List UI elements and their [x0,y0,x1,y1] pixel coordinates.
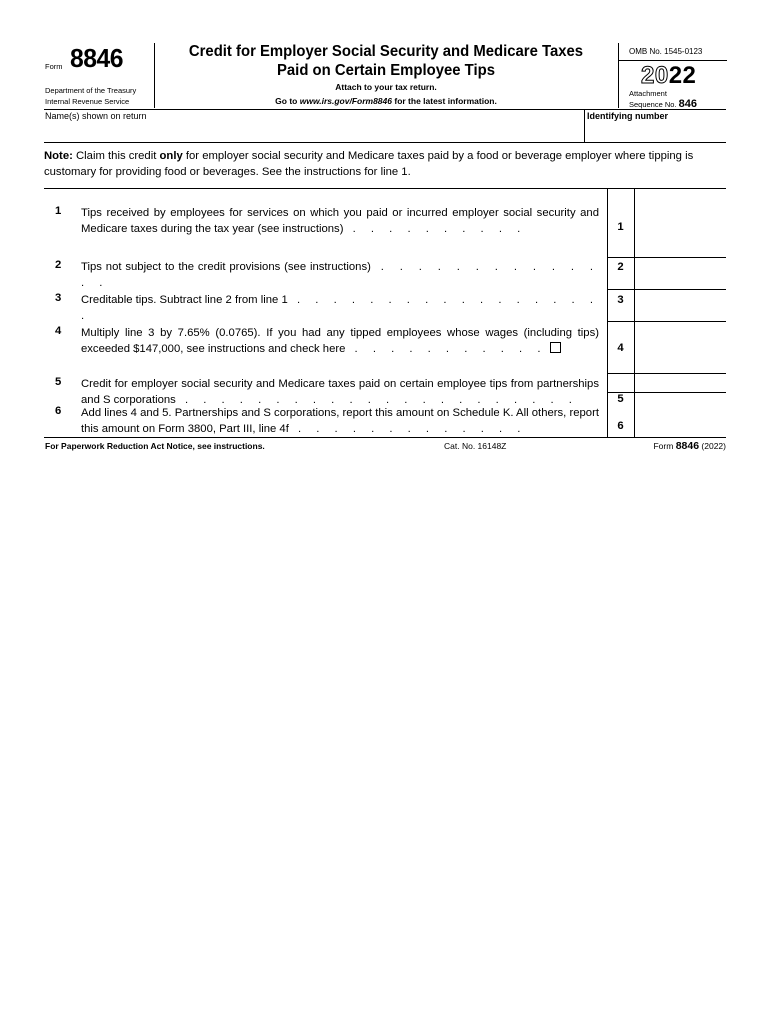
box-number: 5 [617,393,624,405]
name-label: Name(s) shown on return [45,111,147,121]
note-text-a: Claim this credit [72,150,160,162]
leader-dots: . . . . . . . . . . . . . . . . . . [81,294,599,322]
line-text [81,259,599,291]
line-number: 2 [55,259,62,271]
goto-suffix: for the latest information. [392,96,497,106]
department-label: Department of the Treasury [45,86,137,95]
line-text [81,376,599,408]
box-number: 2 [617,261,624,273]
line-3-amount-field[interactable] [634,289,726,321]
attachment-label: Attachment [629,89,667,98]
footer-year: (2022) [701,441,726,451]
sequence-label [629,98,697,110]
identifying-number-label: Identifying number [587,111,668,121]
note [44,143,726,189]
leader-dots: . . . . . . . . . . [343,223,527,235]
line-2 [44,257,726,289]
line-text-body: Creditable tips. Subtract line 2 from line 1 [81,294,288,306]
leader-dots: . . . . . . . . . . . . . [288,423,527,435]
line-2-amount-field[interactable] [634,257,726,289]
line-text-body: Multiply line 3 by 7.65% (0.0765). If you had any tipped employees whose wages (including tips) exceeded $147,000, see instructions and check here [81,327,599,355]
box-number: 4 [617,342,624,354]
footer-form-id [653,440,726,452]
line-1-amount-field[interactable] [634,189,726,257]
line-text-body: Credit for employer social security and Medicare taxes paid on certain employee tips from partnerships and S corporations [81,378,599,406]
note-text-b: for employer social security and Medicare taxes paid by a food or beverage employer where tipping is customary for providing food or beverages. See the instructions for line 1. [44,150,694,178]
footer-form-number: 8846 [675,440,700,452]
identifying-number-field[interactable] [584,110,727,142]
form-title-block [154,43,618,108]
line-text-body: Add lines 4 and 5. Partnerships and S corporations, report this amount on Schedule K. All others, report this amount on Form 3800, Part III, line 4f [81,407,599,435]
form-8846 [44,43,726,452]
line-text-body: Tips received by employees for services on which you paid or incurred employer social security and Medicare taxes during the tax year (see instructions) [81,207,599,235]
form-lines [44,189,726,438]
line-6-amount-field[interactable] [634,393,726,437]
line-number: 6 [55,405,62,417]
irs-url-link[interactable]: www.irs.gov/Form8846 [299,96,392,106]
omb-block [618,43,727,108]
line-4-amount-field[interactable] [634,321,726,373]
note-prefix: Note: [44,150,73,162]
line-text-body: Tips not subject to the credit provisions (see instructions) [81,261,371,273]
form-number: 8846 [70,43,124,73]
goto-instruction [154,96,618,106]
attach-instruction: Attach to your tax return. [335,82,437,92]
line-text [81,205,599,237]
form-title-line1: Credit for Employer Social Security and Medicare Taxes [188,43,584,60]
form-header [44,43,726,110]
leader-dots: . . . . . . . . . . . [345,343,547,355]
sequence-text: Sequence No. [629,100,677,109]
irs-label: Internal Revenue Service [45,97,130,106]
footer-form-word: Form [653,441,674,451]
tax-year-outline: 20 [641,62,669,89]
omb-divider [619,60,727,61]
line-4-checkbox[interactable] [550,342,561,353]
paperwork-notice: For Paperwork Reduction Act Notice, see instructions. [45,441,265,451]
line-number: 5 [55,376,62,388]
omb-number: OMB No. 1545-0123 [629,47,703,56]
line-number: 3 [55,292,62,304]
leader-dots: . . . . . . . . . . . . . . . . . . . . . . [175,394,578,406]
sequence-number: 846 [678,98,697,110]
box-number: 6 [617,420,624,432]
goto-prefix: Go to [275,96,300,106]
line-4 [44,321,726,373]
line-text [81,405,599,437]
form-title-line2: Paid on Certain Employee Tips [276,62,496,79]
box-number: 1 [617,221,624,233]
line-1 [44,205,726,257]
leader-dots: . . . . . . . . . . . . . . [81,261,599,289]
note-only: only [159,150,183,162]
line-number: 4 [55,325,62,337]
catalog-number: Cat. No. 16148Z [444,441,507,451]
form-id-block [44,43,155,108]
name-row [44,110,726,143]
line-3 [44,289,726,321]
tax-year [641,62,696,90]
line-text [81,325,599,357]
line-5-amount-field[interactable] [634,373,726,393]
form-word: Form [45,62,63,71]
line-text [81,292,599,324]
form-footer [44,438,726,452]
line-number: 1 [55,205,62,217]
tax-year-bold: 22 [668,62,697,89]
line-6 [44,405,726,437]
box-number: 3 [617,294,624,306]
